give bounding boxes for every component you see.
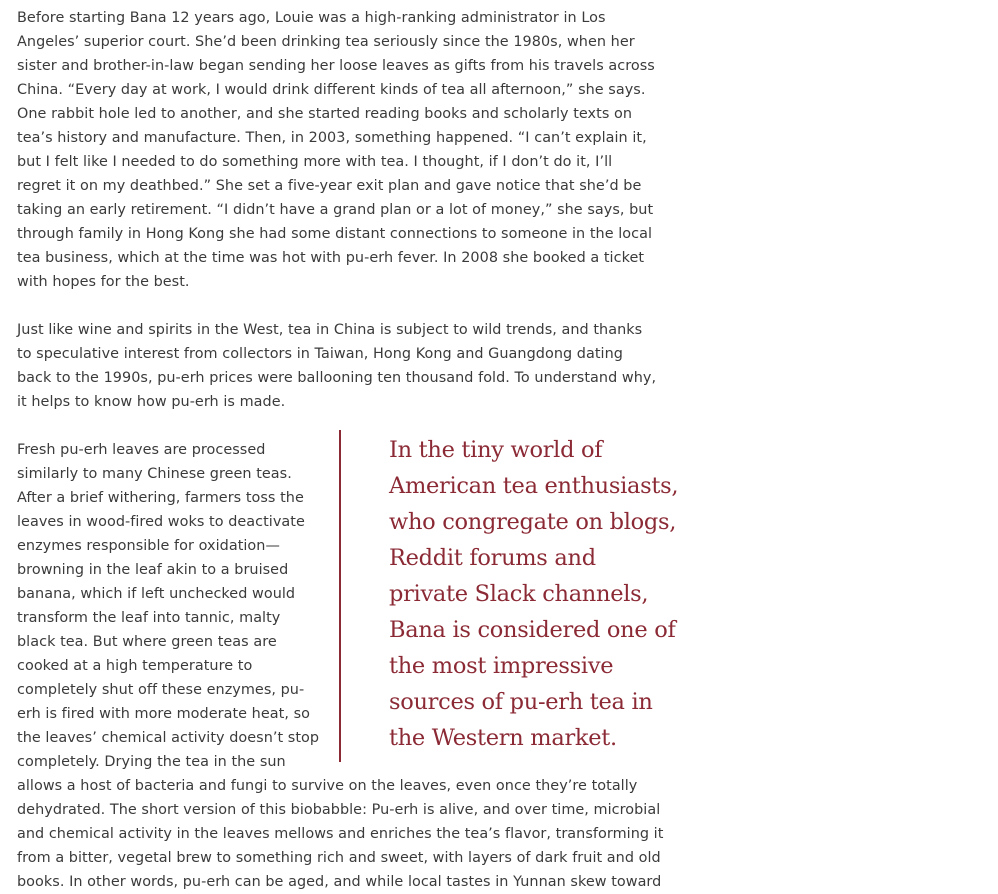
paragraph-3-block xyxy=(17,438,677,894)
article-body xyxy=(17,6,677,894)
pull-quote: In the tiny world of American tea enthusiasts, who congregate on blogs, Reddit forums and private Slack channels, Bana is considered one of the most impressive sources of pu-erh tea in the Western market. xyxy=(339,430,679,762)
paragraph-1: Before starting Bana 12 years ago, Louie was a high-ranking administrator in Los Angeles’ superior court. She’d been drinking tea seriously since the 1980s, when her sister and brother-in-law began sending her loose leaves as gifts from his travels across China. “Every day at work, I would drink different kinds of tea all afternoon,” she says. One rabbit hole led to another, and she started reading books and scholarly texts on tea’s history and manufacture. Then, in 2003, something happened. “I can’t explain it, but I felt like I needed to do something more with tea. I thought, if I don’t do it, I’ll regret it on my deathbed.” She set a five-year exit plan and gave notice that she’d be taking an early retirement. “I didn’t have a grand plan or a lot of money,” she says, but through family in Hong Kong she had some distant connections to someone in the local tea business, which at the time was hot with pu-erh fever. In 2008 she booked a ticket with hopes for the best. xyxy=(17,10,655,290)
paragraph-3: Fresh pu-erh leaves are processed similarly to many Chinese green teas. After a brief withering, farmers toss the leaves in wood-fired woks to deactivate enzymes responsible for oxidation—browning in the leaf akin to a bruised banana, which if left unchecked would transform the leaf into tannic, malty black tea. But where green teas are cooked at a high temperature to completely shut off these enzymes, pu-erh is fired with more moderate heat, so the leaves’ chemical activity doesn’t stop completely. Drying the tea in the sun allows a host of bacteria and fungi to survive on the leaves, even once they’re totally dehydrated. The short version of this biobabble: Pu-erh is alive, and over time, microbial and chemical activity in the leaves mellows and enriches the tea’s flavor, transforming it from a bitter, vegetal brew to something rich and sweet, with layers of dark fruit and old books. In other words, pu-erh can be aged, and while local tastes in Yunnan skew toward xyxy=(17,442,664,890)
paragraph-2: Just like wine and spirits in the West, tea in China is subject to wild trends, and thanks to speculative interest from collectors in Taiwan, Hong Kong and Guangdong dating back to the 1990s, pu-erh prices were ballooning ten thousand fold. To understand why, it helps to know how pu-erh is made. xyxy=(17,322,657,410)
